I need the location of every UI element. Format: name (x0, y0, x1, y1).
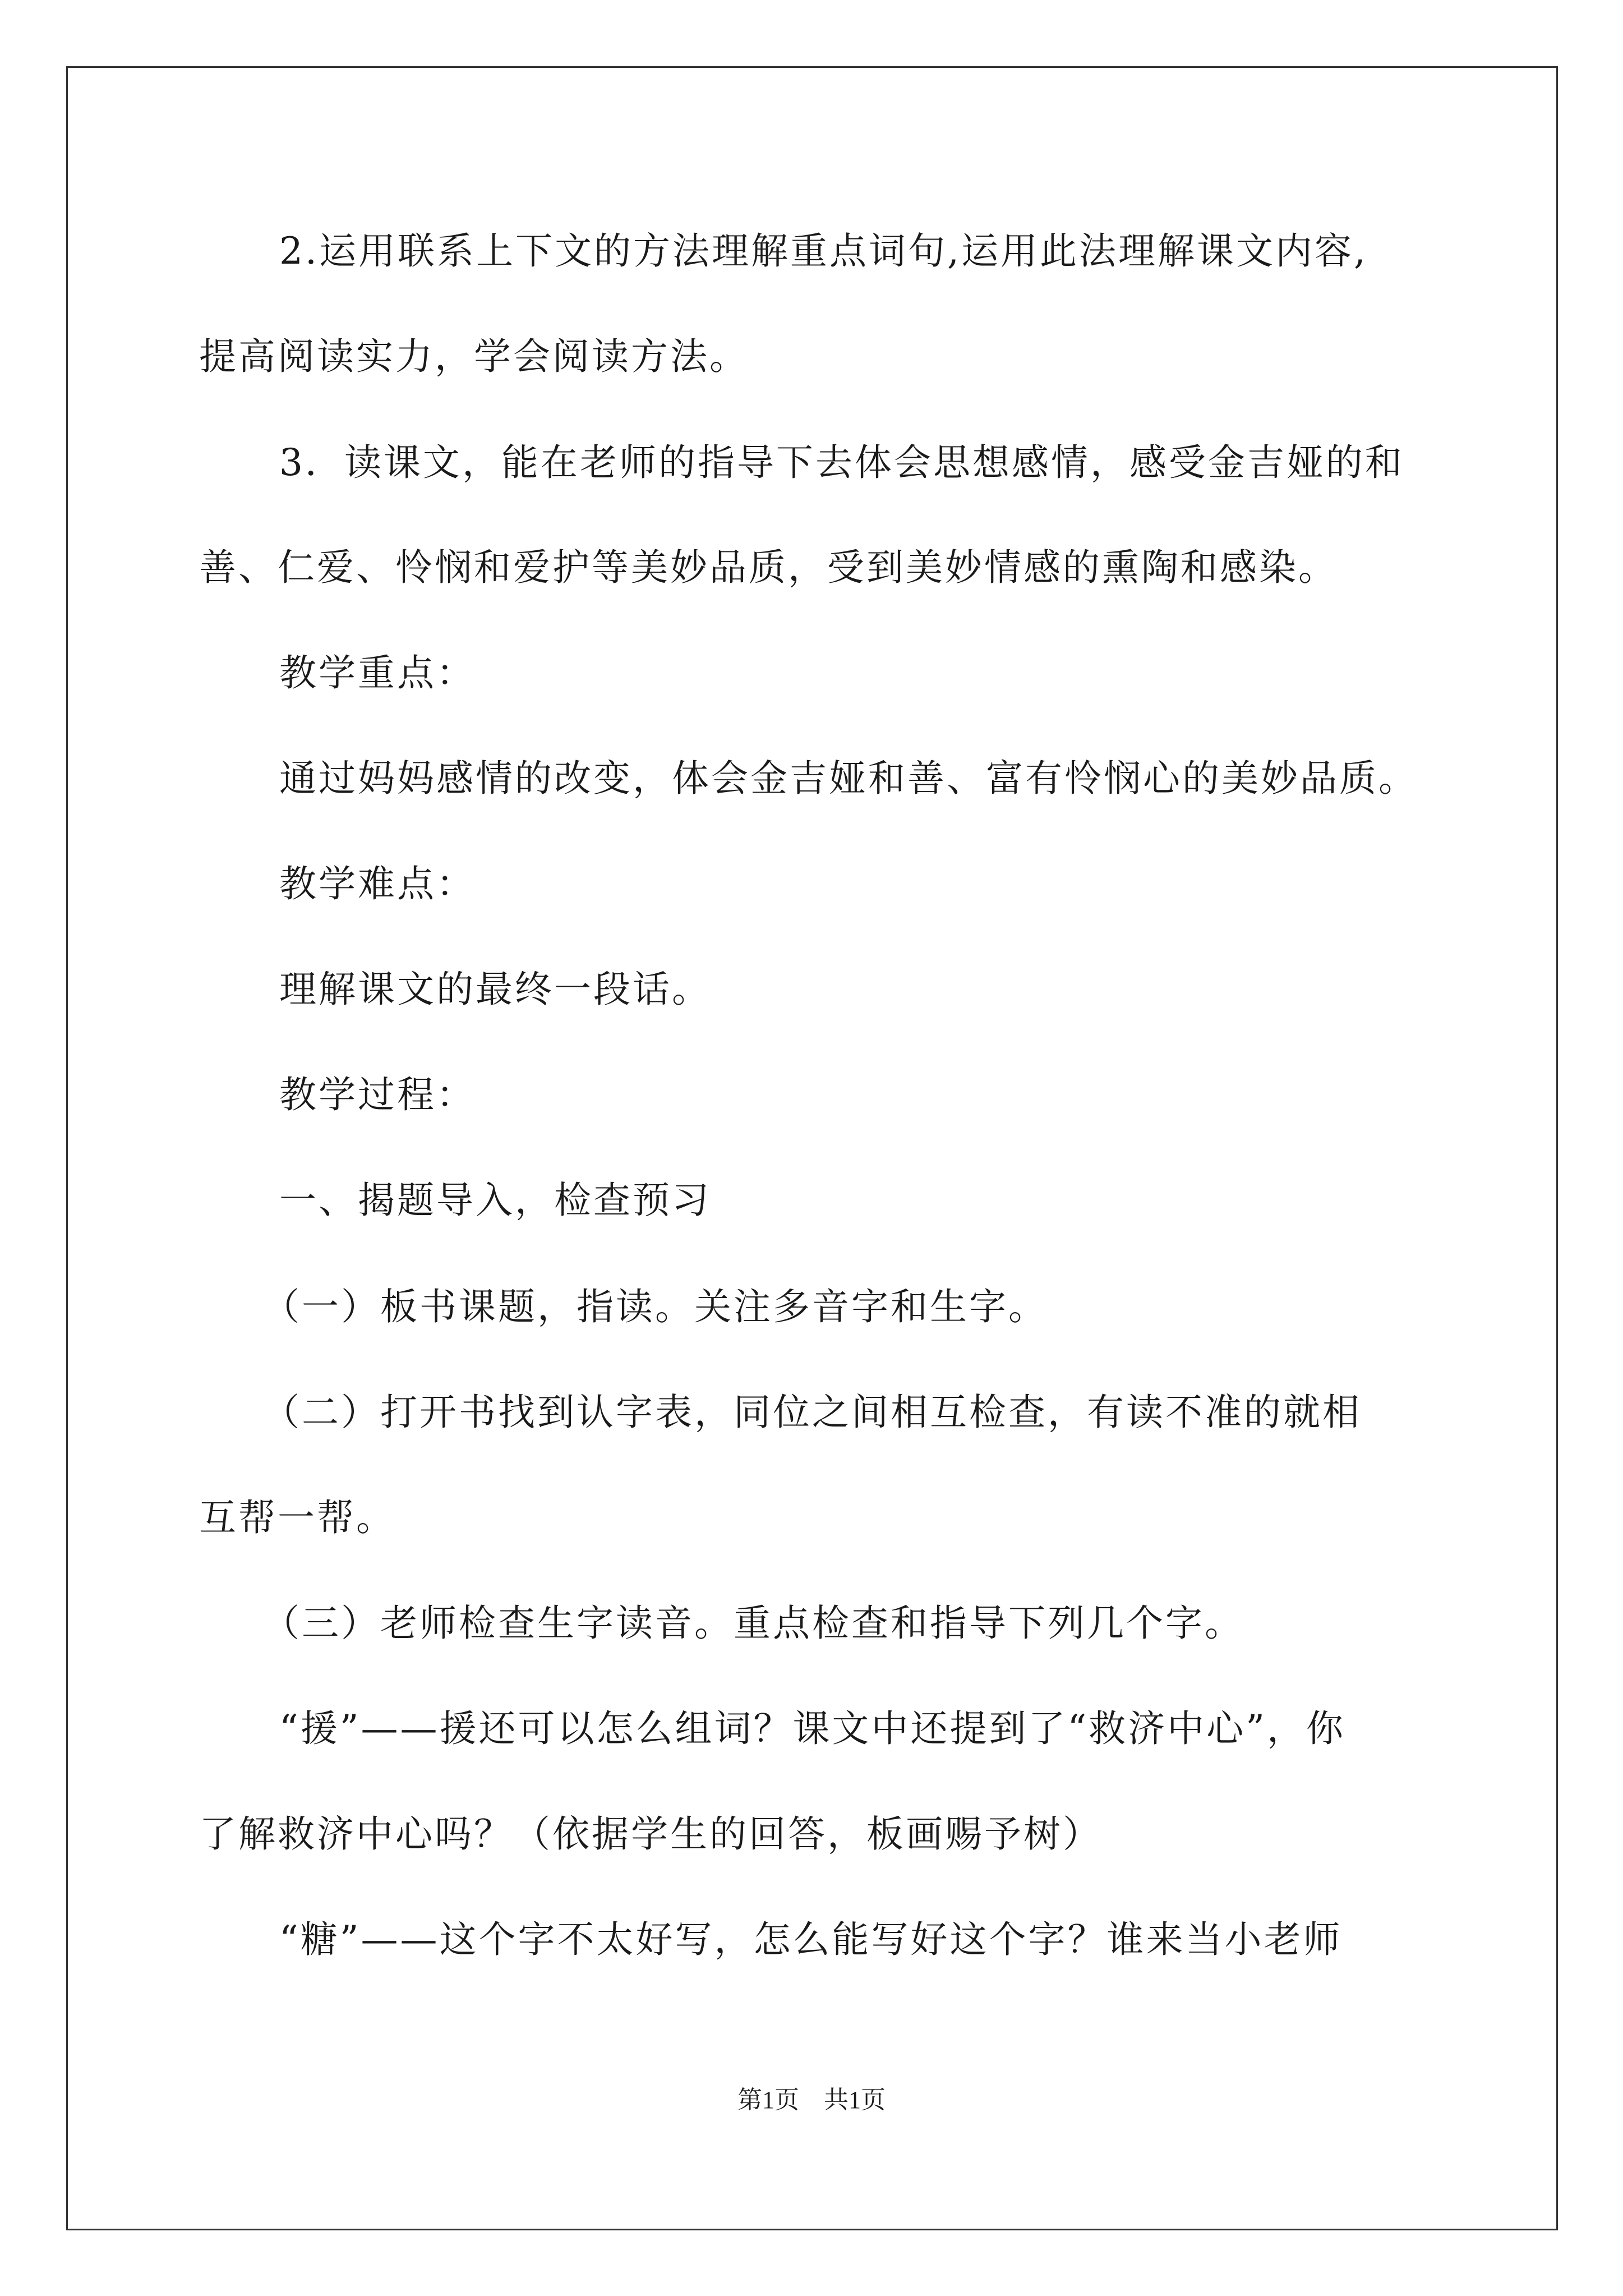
text-line: 互帮一帮。 (199, 1496, 395, 1539)
text-line: “援”——援还可以怎么组词？课文中还提到了“救济中心”，你 (279, 1707, 1345, 1750)
section-heading: 教学难点： (279, 862, 476, 905)
text-line: 提高阅读实力，学会阅读方法。 (199, 335, 749, 378)
text-line: 了解救济中心吗？（依据学生的回答，板画赐予树） (199, 1812, 1102, 1856)
section-heading: 一、揭题导入，检查预习 (279, 1179, 711, 1222)
page-border (66, 66, 1558, 2230)
text-line: 理解课文的最终一段话。 (279, 968, 711, 1011)
text-line: 2.运用联系上下文的方法理解重点词句,运用此法理解课文内容, (279, 229, 1368, 273)
section-heading: 教学过程： (279, 1073, 476, 1116)
section-heading: 教学重点： (279, 651, 476, 694)
page-footer: 第1页 共1页 (737, 2086, 886, 2114)
text-line: （一）板书课题，指读。关注多音字和生字。 (262, 1285, 1048, 1328)
text-line: “糖”——这个字不太好写，怎么能写好这个字？谁来当小老师 (279, 1918, 1343, 1961)
text-line: （二）打开书找到认字表，同位之间相互检查，有读不准的就相 (262, 1391, 1362, 1434)
text-line: 善、仁爱、怜悯和爱护等美妙品质，受到美妙情感的熏陶和感染。 (199, 546, 1338, 589)
text-line: 通过妈妈感情的改变，体会金吉娅和善、富有怜悯心的美妙品质。 (279, 757, 1418, 800)
text-line: 3．读课文，能在老师的指导下去体会思想感情，感受金吉娅的和 (279, 441, 1404, 484)
text-line: （三）老师检查生字读音。重点检查和指导下列几个字。 (262, 1602, 1244, 1645)
